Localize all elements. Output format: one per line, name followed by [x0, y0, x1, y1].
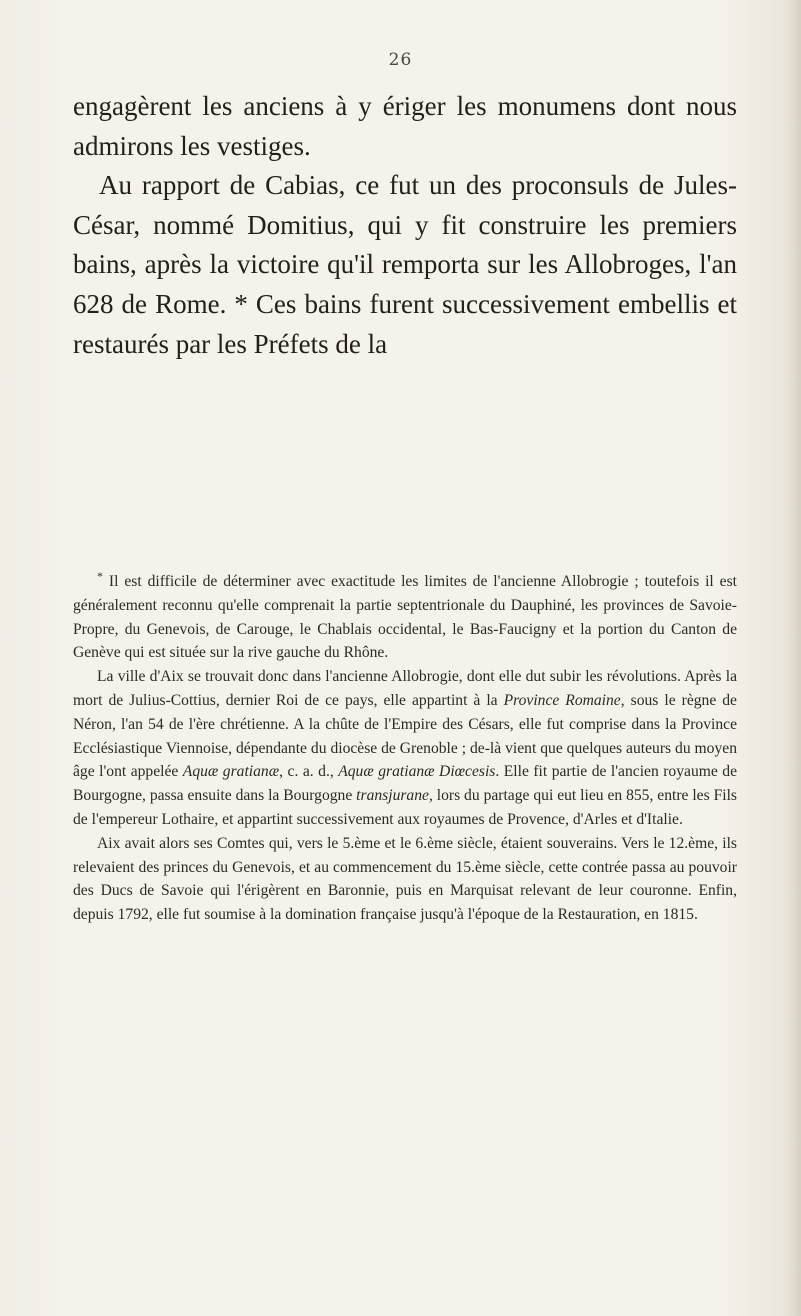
footnote-italic-term: transjurane	[356, 787, 429, 805]
footnote-italic-term: Aquæ gratianæ Diœcesis	[338, 763, 496, 781]
footnote-text: . Elle fit partie de l'ancien royaume de Bourgogne, passa ensuite dans la Bourgogne	[73, 763, 737, 805]
footnote-block	[73, 570, 737, 927]
main-text-block	[73, 87, 737, 364]
page-number: 26	[388, 50, 413, 70]
footnote-marker: *	[97, 568, 103, 583]
footnote-text: La ville d'Aix se trouvait donc dans l'ancienne Allobrogie, dont elle dut subir les révolutions. Après la mort de Julius-Cottius, dernier Roi de ce pays, elle appartint à la	[73, 668, 737, 709]
main-paragraph-continued: engagèrent les anciens à y ériger les monumens dont nous admirons les vestiges.	[73, 91, 737, 161]
footnote-text: , c. a. d.,	[279, 763, 339, 781]
footnote-paragraph-1	[73, 570, 737, 665]
main-paragraph: Au rapport de Cabias, ce fut un des proconsuls de Jules-César, nommé Domitius, qui y fit construire les premiers bains, après la victoire qu'il remporta sur les Allobroges, l'an 628 de Rome. * Ces bains furent successivement embellis et restaurés par les Préfets de la	[73, 170, 737, 359]
footnote-italic-term: Province Romaine	[503, 691, 621, 709]
footnote-paragraph-3: Aix avait alors ses Comtes qui, vers le 5.ème et le 6.ème siècle, étaient souverains. Vers le 12.ème, ils relevaient des princes du Genevois, et au commencement du 15.ème siècle, cette contrée passa au pouvoir des Ducs de Savoie qui l'érigèrent en Baronnie, puis en Marquisat relevant de leur couronne. Enfin, depuis 1792, elle fut soumise à la domination française jusqu'à l'époque de la Restauration, en 1815.	[73, 834, 737, 924]
page-edge-shadow	[787, 0, 801, 1316]
footnote-italic-term: Aquæ gratianæ	[182, 763, 280, 781]
footnote-paragraph-2	[73, 665, 737, 832]
footnote-text: , lors du partage qui eut lieu en 855, entre les Fils de l'empereur Lothaire, et appartint successivement aux royaumes de Provence, d'Arles et d'Italie.	[73, 787, 737, 828]
footnote-text: Il est difficile de déterminer avec exactitude les limites de l'ancienne Allobrogie ; toutefois il est généralement reconnu qu'elle comprenait la partie septentrionale du Dauphiné, les provinces de Savoie-Propre, du Genevois, de Carouge, le Chablais occidental, le Bas-Faucigny et la portion du Canton de Genève qui est située sur la rive gauche du Rhône.	[73, 573, 737, 662]
footnote-text: , sous le règne de Néron, l'an 54 de l'ère chrétienne. A la chûte de l'Empire des Césars, elle fut comprise dans la Province Ecclésiastique Viennoise, dépendante du diocèse de Grenoble ; de-là vient que quelques auteurs du moyen âge l'ont appelée	[73, 691, 737, 781]
